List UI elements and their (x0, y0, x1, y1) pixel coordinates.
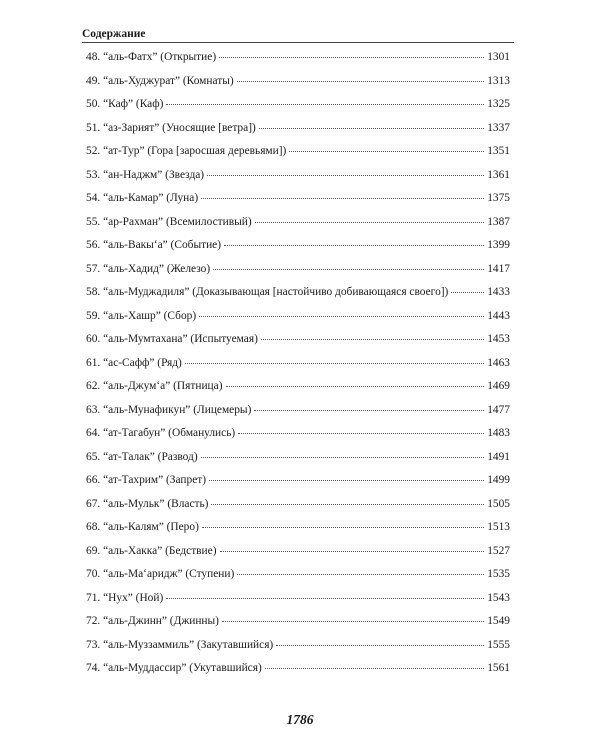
toc-entry-title: 51. “аз-Зарият” (Уносящие [ветра]) (86, 121, 256, 134)
toc-entry-title: 55. “ар-Рахман” (Всемилостивый) (86, 215, 252, 228)
dot-leader (207, 175, 484, 176)
toc-entry (86, 286, 510, 310)
toc-entry-page: 1499 (487, 474, 510, 486)
toc-entry (86, 145, 510, 169)
toc-entry (86, 98, 510, 122)
toc-entry (86, 192, 510, 216)
dot-leader (202, 527, 484, 528)
toc-entry-page: 1453 (487, 333, 510, 345)
toc-entry-page: 1443 (487, 309, 510, 322)
toc-entry-page: 1555 (487, 638, 510, 651)
toc-entry (86, 639, 510, 663)
dot-leader (289, 151, 484, 152)
toc-entry-page: 1399 (487, 239, 510, 251)
toc-entry-title: 63. “аль-Мунафикун” (Лицемеры) (86, 403, 252, 416)
toc-entry (86, 310, 510, 334)
toc-entry-page: 1469 (487, 380, 510, 392)
dot-leader (220, 551, 485, 552)
toc-entry-title: 60. “аль-Мумтахана” (Испытуемая) (86, 333, 258, 345)
toc-entry-title: 62. “аль-Джум‘а” (Пятница) (86, 380, 223, 392)
toc-entry (86, 380, 510, 404)
dot-leader (224, 245, 484, 246)
toc-entry (86, 404, 510, 428)
toc-entry-page: 1387 (487, 215, 510, 228)
toc-entry-page: 1513 (487, 521, 510, 533)
toc-entry-page: 1483 (487, 427, 510, 439)
toc-entry-title: 58. “аль-Муджадиля” (Доказывающая [настойчиво добивающаяся своего]) (86, 286, 449, 298)
toc-entry (86, 568, 510, 592)
toc-entry-title: 72. “аль-Джинн” (Джинны) (86, 615, 219, 627)
toc-entry-page: 1491 (487, 450, 510, 463)
dot-leader (201, 457, 485, 458)
toc-entry-page: 1433 (487, 286, 510, 298)
toc-entry-title: 69. “аль-Хакка” (Бедствие) (86, 544, 217, 557)
running-header (82, 20, 514, 43)
toc-entry-title: 50. “Каф” (Каф) (86, 98, 164, 110)
toc-entry-page: 1375 (487, 192, 510, 204)
toc-entry (86, 662, 510, 686)
toc-entry-page: 1337 (487, 121, 510, 134)
toc-entry-page: 1361 (487, 168, 510, 181)
toc-entry (86, 615, 510, 639)
toc-entry-page: 1505 (487, 497, 510, 510)
toc-entry (86, 357, 510, 381)
dot-leader (185, 363, 484, 364)
page-number: 1786 (286, 712, 314, 727)
toc-entry-title: 59. “аль-Хашр” (Сбор) (86, 309, 197, 322)
toc-entry (86, 451, 510, 475)
toc-entry-title: 65. “ат-Талак” (Развод) (86, 450, 198, 463)
toc-entry-title: 66. “ат-Тахрим” (Запрет) (86, 474, 207, 486)
dot-leader (237, 81, 485, 82)
toc-entry-page: 1543 (487, 591, 510, 604)
dot-leader (451, 292, 484, 293)
toc-entry-title: 71. “Нух” (Ной) (86, 591, 164, 604)
toc-entry-title: 54. “аль-Камар” (Луна) (86, 192, 199, 204)
toc-entry-title: 74. “аль-Муддассир” (Укутавшийся) (86, 662, 262, 674)
toc-entry (86, 51, 510, 75)
toc-entry (86, 122, 510, 146)
toc-entry-title: 52. “ат-Тур” (Гора [заросшая деревьями]) (86, 145, 287, 157)
dot-leader (166, 104, 484, 105)
toc-entry (86, 75, 510, 99)
dot-leader (222, 621, 484, 622)
toc-entry-title: 64. “ат-Тагабун” (Обманулись) (86, 427, 236, 439)
toc-entry (86, 474, 510, 498)
dot-leader (226, 386, 485, 387)
toc-entry-page: 1351 (487, 145, 510, 157)
toc-entry (86, 216, 510, 240)
toc-entry-page: 1549 (487, 615, 510, 627)
toc-entry-page: 1325 (487, 98, 510, 110)
toc-entry (86, 592, 510, 616)
toc-entry (86, 498, 510, 522)
toc-entry-title: 68. “аль-Калям” (Перо) (86, 521, 199, 533)
dot-leader (166, 598, 484, 599)
dot-leader (261, 339, 484, 340)
dot-leader (259, 128, 484, 129)
dot-leader (254, 410, 484, 411)
toc-entry-page: 1301 (487, 51, 510, 63)
toc-entry (86, 333, 510, 357)
toc-entry (86, 239, 510, 263)
header-title: Содержание (82, 28, 146, 40)
toc-entry (86, 521, 510, 545)
table-of-contents (86, 51, 510, 686)
toc-entry-title: 57. “аль-Хадид” (Железо) (86, 262, 211, 275)
toc-entry-title: 49. “аль-Худжурат” (Комнаты) (86, 74, 234, 87)
toc-entry-page: 1535 (487, 568, 510, 580)
dot-leader (209, 480, 484, 481)
dot-leader (213, 269, 484, 270)
toc-entry-page: 1477 (487, 403, 510, 416)
toc-entry-title: 67. “аль-Мульк” (Власть) (86, 497, 209, 510)
toc-entry (86, 263, 510, 287)
toc-entry-title: 56. “аль-Вакы‘а” (Событие) (86, 239, 222, 251)
toc-entry (86, 427, 510, 451)
toc-entry-title: 70. “аль-Ма‘аридж” (Ступени) (86, 568, 235, 580)
dot-leader (211, 504, 484, 505)
dot-leader (255, 222, 485, 223)
toc-entry-page: 1313 (487, 74, 510, 87)
toc-entry-title: 61. “ас-Сафф” (Ряд) (86, 356, 182, 369)
toc-entry-page: 1463 (487, 356, 510, 369)
dot-leader (265, 668, 484, 669)
dot-leader (238, 433, 484, 434)
toc-entry-page: 1417 (487, 262, 510, 275)
toc-entry-title: 53. “ан-Наджм” (Звезда) (86, 168, 205, 181)
dot-leader (237, 574, 484, 575)
toc-entry-page: 1561 (487, 662, 510, 674)
toc-entry-title: 48. “аль-Фатх” (Открытие) (86, 51, 217, 63)
toc-entry (86, 169, 510, 193)
toc-entry-title: 73. “аль-Муззаммиль” (Закутавшийся) (86, 638, 274, 651)
dot-leader (199, 316, 484, 317)
dot-leader (276, 645, 484, 646)
toc-entry (86, 545, 510, 569)
toc-entry-page: 1527 (487, 544, 510, 557)
dot-leader (201, 198, 484, 199)
dot-leader (219, 57, 484, 58)
